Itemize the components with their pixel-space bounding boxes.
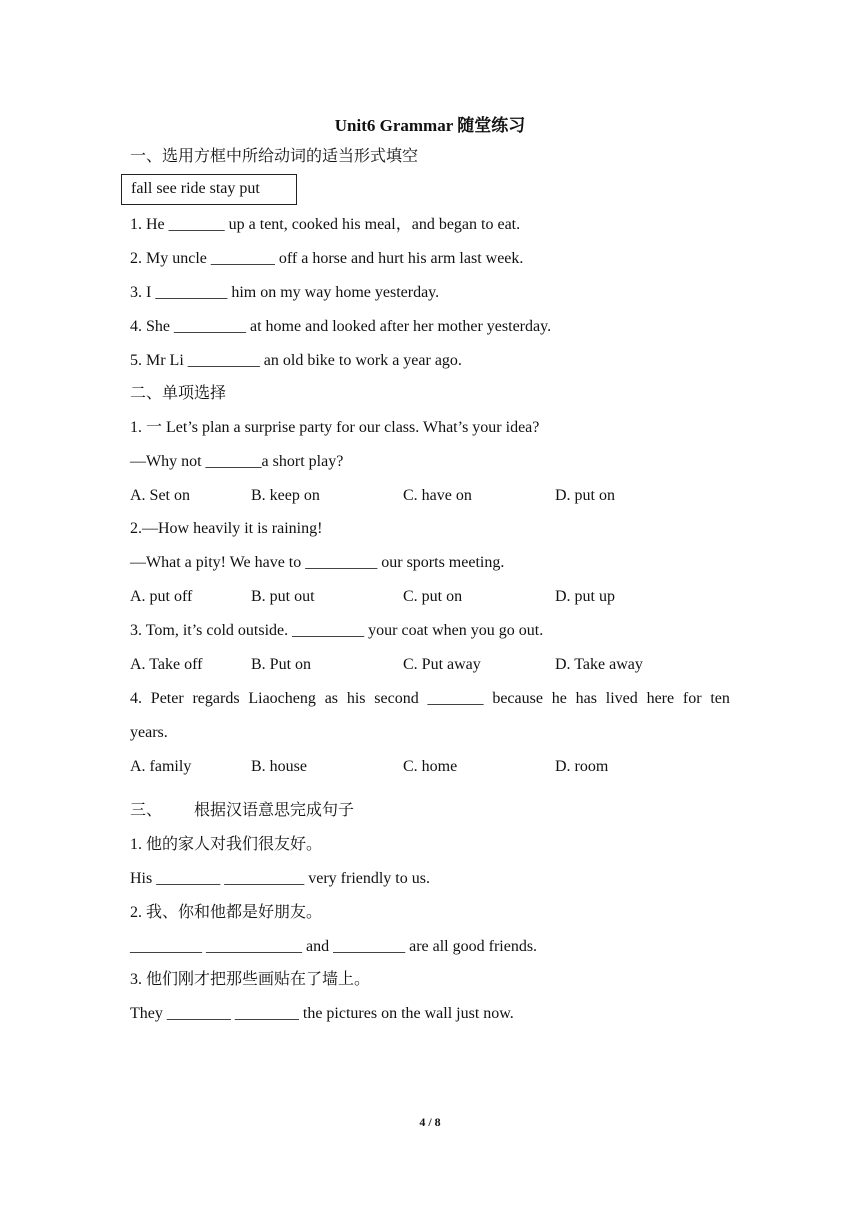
q4-word: Liaocheng	[248, 690, 316, 707]
section1-heading: 一、选用方框中所给动词的适当形式填空	[130, 148, 419, 165]
q4-option-a: A. family	[130, 758, 192, 775]
q4-option-c: C. home	[403, 758, 458, 775]
s3-q3-english: They ________ ________ the pictures on the wall just now.	[130, 1005, 514, 1022]
q4-word: ten	[710, 690, 730, 707]
section3-heading: 根据汉语意思完成句子	[194, 802, 355, 819]
q2-option-b: B. put out	[251, 588, 315, 605]
q1-line1: 1. 一 Let’s plan a surprise party for our class. What’s your idea?	[130, 419, 540, 436]
section1-item-3: 3. I _________ him on my way home yesterday.	[130, 284, 440, 301]
q4-word: because	[492, 690, 543, 707]
q4-word: he	[551, 690, 567, 707]
page-number: 4 / 8	[419, 1115, 441, 1129]
q2-line1: 2.—How heavily it is raining!	[130, 520, 323, 537]
q3-option-c: C. Put away	[403, 656, 481, 673]
q4-word: here	[646, 690, 675, 707]
q3-line1: 3. Tom, it’s cold outside. _________ your coat when you go out.	[130, 622, 544, 639]
section2-heading: 二、单项选择	[130, 385, 227, 402]
section3-heading-number: 三、	[130, 802, 163, 819]
q4-line1	[130, 688, 730, 710]
q2-option-a: A. put off	[130, 588, 193, 605]
q4-word: lived	[605, 690, 638, 707]
q4-word: 4.	[130, 690, 142, 707]
q2-line2: —What a pity! We have to _________ our sports meeting.	[130, 554, 505, 571]
word-box-text: fall see ride stay put	[131, 180, 260, 197]
section1-item-5: 5. Mr Li _________ an old bike to work a year ago.	[130, 352, 462, 369]
q1-option-a: A. Set on	[130, 487, 190, 504]
q1-line2: —Why not _______a short play?	[130, 453, 344, 470]
q4-word: Peter	[150, 690, 184, 707]
q4-word: regards	[192, 690, 240, 707]
q3-option-d: D. Take away	[555, 656, 643, 673]
page-title: Unit6 Grammar 随堂练习	[334, 116, 526, 135]
section1-item-2: 2. My uncle ________ off a horse and hurt his arm last week.	[130, 250, 524, 267]
q4-word: has	[575, 690, 597, 707]
q4-word: for	[682, 690, 702, 707]
q3-option-b: B. Put on	[251, 656, 312, 673]
s3-q2-chinese: 2. 我、你和他都是好朋友。	[130, 904, 323, 921]
q2-option-d: D. put up	[555, 588, 615, 605]
section1-item-1: 1. He _______ up a tent, cooked his meal，and began to eat.	[130, 216, 521, 233]
s3-q1-chinese: 1. 他的家人对我们很友好。	[130, 836, 323, 853]
word-box	[121, 174, 297, 205]
q4-word: as	[324, 690, 339, 707]
q4-blank: _______	[427, 690, 484, 707]
q3-option-a: A. Take off	[130, 656, 203, 673]
q4-option-b: B. house	[251, 758, 307, 775]
q4-line2: years.	[130, 724, 168, 741]
q1-option-b: B. keep on	[251, 487, 320, 504]
s3-q2-english: _________ ____________ and _________ are all good friends.	[130, 938, 538, 955]
q4-word: second	[374, 690, 419, 707]
q2-option-c: C. put on	[403, 588, 463, 605]
q4-word: his	[346, 690, 366, 707]
s3-q1-english: His ________ __________ very friendly to us.	[130, 870, 430, 887]
section1-item-4: 4. She _________ at home and looked after her mother yesterday.	[130, 318, 552, 335]
q1-option-c: C. have on	[403, 487, 472, 504]
s3-q3-chinese: 3. 他们刚才把那些画贴在了墙上。	[130, 971, 371, 988]
q4-option-d: D. room	[555, 758, 609, 775]
q1-option-d: D. put on	[555, 487, 615, 504]
